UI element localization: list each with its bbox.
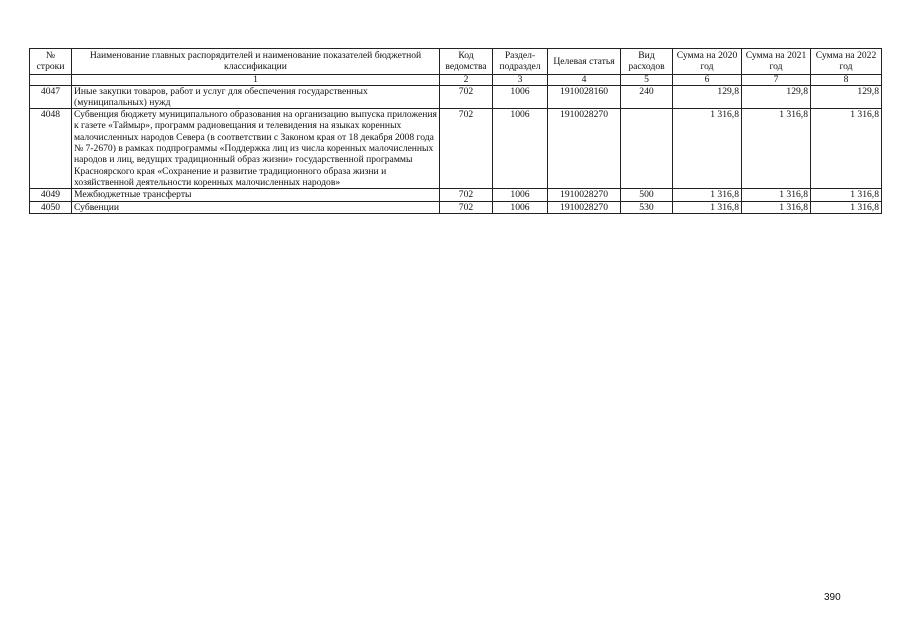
column-number: 1 — [72, 74, 440, 85]
column-number: 4 — [548, 74, 621, 85]
row-sum-2022: 1 316,8 — [811, 201, 882, 213]
row-sum-2021: 1 316,8 — [742, 109, 811, 189]
header-name: Наименование главных распорядителей и наименование показателей бюджетной классификации — [72, 49, 440, 75]
table-row — [30, 189, 882, 201]
row-expense-type: 530 — [621, 201, 673, 213]
header-sum-2020: Сумма на 2020 год — [673, 49, 742, 75]
table-header-row — [30, 49, 882, 75]
row-number: 4050 — [30, 201, 72, 213]
page-number: 390 — [824, 592, 841, 603]
row-dept-code: 702 — [440, 85, 493, 109]
row-section: 1006 — [493, 85, 548, 109]
header-sum-2021: Сумма на 2021 год — [742, 49, 811, 75]
row-number: 4047 — [30, 85, 72, 109]
row-number: 4048 — [30, 109, 72, 189]
table-row — [30, 85, 882, 109]
column-number: 5 — [621, 74, 673, 85]
header-sum-2022: Сумма на 2022 год — [811, 49, 882, 75]
row-target-article: 1910028270 — [548, 109, 621, 189]
header-row-no: № строки — [30, 49, 72, 75]
row-section: 1006 — [493, 109, 548, 189]
row-expense-type: 240 — [621, 85, 673, 109]
budget-table — [29, 48, 882, 214]
row-target-article: 1910028160 — [548, 85, 621, 109]
row-number: 4049 — [30, 189, 72, 201]
row-name: Субвенция бюджету муниципального образования на организацию выпуска приложения к газете «Таймыр», программ радиовещания и телевидения на языках коренных малочисленных народов Севера (в соответствии с Законом края от 18 декабря 2008 года № 7-2670) в рамках подпрограммы «Поддержка лиц из числа коренных малочисленных народов и лиц, ведущих традиционный образ жизни» государственной программы Красноярского края «Сохранение и развитие традиционного образа жизни и хозяйственной деятельности коренных малочисленных народов» — [72, 109, 440, 189]
row-sum-2022: 1 316,8 — [811, 109, 882, 189]
table-row — [30, 109, 882, 189]
header-section: Раздел-подраздел — [493, 49, 548, 75]
header-target-article: Целевая статья — [548, 49, 621, 75]
row-sum-2020: 129,8 — [673, 85, 742, 109]
row-sum-2021: 1 316,8 — [742, 189, 811, 201]
row-sum-2021: 1 316,8 — [742, 201, 811, 213]
row-section: 1006 — [493, 201, 548, 213]
row-sum-2020: 1 316,8 — [673, 201, 742, 213]
column-number: 6 — [673, 74, 742, 85]
column-number: 7 — [742, 74, 811, 85]
column-number: 2 — [440, 74, 493, 85]
row-target-article: 1910028270 — [548, 189, 621, 201]
row-target-article: 1910028270 — [548, 201, 621, 213]
row-name: Межбюджетные трансферты — [72, 189, 440, 201]
header-expense-type: Вид расходов — [621, 49, 673, 75]
row-dept-code: 702 — [440, 201, 493, 213]
column-number: 8 — [811, 74, 882, 85]
row-sum-2022: 129,8 — [811, 85, 882, 109]
column-number — [30, 74, 72, 85]
row-sum-2021: 129,8 — [742, 85, 811, 109]
row-dept-code: 702 — [440, 189, 493, 201]
row-name: Иные закупки товаров, работ и услуг для обеспечения государственных (муниципальных) нужд — [72, 85, 440, 109]
column-number-row — [30, 74, 882, 85]
row-section: 1006 — [493, 189, 548, 201]
row-name: Субвенции — [72, 201, 440, 213]
row-expense-type: 500 — [621, 189, 673, 201]
row-dept-code: 702 — [440, 109, 493, 189]
row-expense-type — [621, 109, 673, 189]
row-sum-2020: 1 316,8 — [673, 189, 742, 201]
column-number: 3 — [493, 74, 548, 85]
header-dept-code: Код ведомства — [440, 49, 493, 75]
row-sum-2020: 1 316,8 — [673, 109, 742, 189]
row-sum-2022: 1 316,8 — [811, 189, 882, 201]
table-row — [30, 201, 882, 213]
